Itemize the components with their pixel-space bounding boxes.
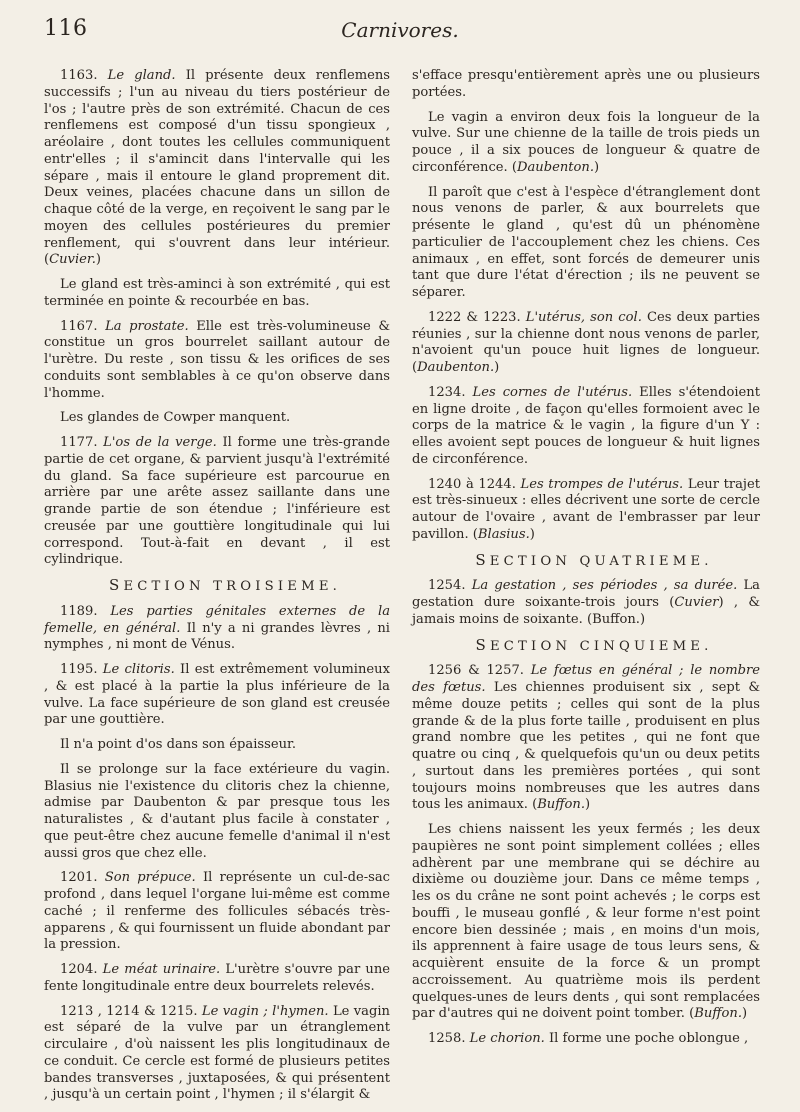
paragraph-text: Il forme une très-grande partie de cet organe, & parvient jusqu'à l'extrémité du gland. Sa face supérieure est parcourue en arrière par une arête assez saillante dans une grande partie de son étendue ; l'inférieure est creusée par une gouttière longitudinale qui lui correspond. Tout-à-fait en devant , il est cylindrique. <box>44 435 390 568</box>
citation: Daubenton. <box>417 360 495 375</box>
paragraph <box>412 68 760 102</box>
paragraph-text: Elles s'étendoient en ligne droite , de façon qu'elles formoient avec le corps de la matrice & le vagin , la figure d'un Y : elles avoient sept pouces de longueur & huit lignes de circonférence. <box>412 384 761 467</box>
citation: Blasius. <box>477 526 530 542</box>
paragraph-text: ) , & jamais moins de soixante. (Buffon.) <box>412 595 761 627</box>
paragraph-text: Les chiennes produisent six , sept & même douze petits ; celles qui sont de la plus grande & de la plus forte taille , produisent en plus grand nombre que les petites , qui ne font que quatre ou cinq , & quelquefois qu'un ou deux petits , surtout dans les premières portées , qui sont toujours moins nombreuses que les autres dans tous les animaux. ( <box>412 680 760 813</box>
paragraph-number: 1258. <box>428 1031 470 1046</box>
paragraph-text: Il représente un cul-de-sac profond , dans lequel l'organe lui-même est comme caché ; il renferme des follicules sébacés très-apparens , & qui fournissent un fluide abondant par la pression. <box>44 870 390 953</box>
paragraph <box>44 319 390 403</box>
paragraph <box>412 310 760 377</box>
section-heading <box>412 552 760 571</box>
paragraph-title: Son prépuce. <box>104 870 196 886</box>
paragraph-title: La gestation , ses périodes , sa durée. <box>471 578 738 594</box>
paragraph-text: Les glandes de Cowper manquent. <box>60 410 291 426</box>
citation: Cuvier <box>674 595 719 610</box>
paragraph-text: Les chiens naissent les yeux fermés ; les deux paupières ne sont point simplement collées ; elles adhèrent par une membrane qui se déchire au dixième ou douzième jour. Dans ce même temps , les os du crâne ne sont point achevés ; le corps est bouffi , le museau gonflé , & leur forme n'est point encore bien dessinée ; mais , en moins d'un mois, ils apprennent à faire usage de tous leurs sens, & acquièrent ensuite de la force & un prompt accroissement. Au quatrième mois ils perdent quelques-unes de leurs dents , qui sont remplacées par d'autres qui ne doivent point tomber. ( <box>412 822 760 1022</box>
paragraph-text: s'efface presqu'entièrement après une ou plusieurs portées. <box>412 68 760 100</box>
page-number: 116 <box>44 16 88 41</box>
section-heading <box>44 577 390 596</box>
paragraph-text: Il paroît que c'est à l'espèce d'étranglement dont nous venons de parler, & aux bourrelets que présente le gland , qu'est dû un phénomène particulier de l'accouplement chez les chiens. Ces animaux , en effet, sont forcés de demeurer unis tant que dure l'état d'érection ; ils ne peuvent se séparer. <box>412 184 760 300</box>
paragraph <box>412 477 760 544</box>
section-heading-initial: S <box>475 550 490 569</box>
paragraph-number: 1204. <box>60 962 103 977</box>
paragraph-text: ) <box>529 526 535 542</box>
paragraph-text: Il est extrêmement volumineux , & est placé à la partie la plus inférieure de la vulve. La face supérieure de son gland est creusée par une gouttière. <box>44 662 390 728</box>
paragraph-text: ) <box>585 797 591 813</box>
paragraph-title: La prostate. <box>105 318 189 334</box>
paragraph-text: L'urètre s'ouvre par une fente longitudinale entre deux bourrelets relevés. <box>44 962 390 994</box>
column-gutter <box>404 64 405 1054</box>
paragraph <box>412 578 760 628</box>
paragraph-title: Le gland. <box>107 68 176 83</box>
paragraph-title: Le méat urinaire. <box>102 962 221 977</box>
paragraph-text: ) <box>594 159 600 175</box>
paragraph-title: Le chorion. <box>469 1031 545 1046</box>
paragraph-text: ) <box>742 1006 748 1022</box>
paragraph <box>44 870 390 954</box>
paragraph-number: 1167. <box>60 318 106 334</box>
paragraph-title: Les parties génitales externes de la femelle, en général. <box>44 603 390 636</box>
paragraph <box>412 663 760 814</box>
paragraph-text: ) <box>494 360 500 375</box>
section-heading-text: ECTION TROISIEME. <box>123 579 342 594</box>
paragraph-number: 1177. <box>60 435 104 450</box>
section-heading <box>412 637 760 656</box>
paragraph-title: L'os de la verge. <box>103 435 217 450</box>
citation: Daubenton. <box>516 159 595 175</box>
paragraph-text: Elle est très-volumineuse & constitue un gros bourrelet saillant autour de l'urètre. Du reste , son tissu & les orifices de ses conduits sont semblables à ce qu'on observe dans l'homme. <box>44 318 390 401</box>
paragraph-number: 1201. <box>60 870 105 886</box>
paragraph-number: 1195. <box>60 662 103 677</box>
paragraph <box>44 277 390 311</box>
paragraph <box>44 737 390 754</box>
paragraph-text: Il n'a point d'os dans son épaisseur. <box>60 737 297 752</box>
paragraph-title: L'utérus, son col. <box>525 309 642 325</box>
paragraph-text: Il se prolonge sur la face extérieure du vagin. Blasius nie l'existence du clitoris chez la chienne, admise par Daubenton & par presque tous les naturalistes , & d'autant plus facile à constater , que peut-être chez aucune femelle d'animal il n'est aussi gros que chez elle. <box>44 761 390 861</box>
paragraph-text: Il forme une poche oblongue , <box>544 1031 749 1046</box>
paragraph <box>44 762 390 863</box>
paragraph-text: ) <box>95 252 101 268</box>
running-title: Carnivores. <box>341 18 459 42</box>
paragraph-text: Il n'y a ni grandes lèvres , ni nymphes , ni mont de Vénus. <box>44 620 390 653</box>
paragraph-text: Il présente deux renflemens successifs ; l'un au niveau du tiers postérieur de l'os ; l'autre près de son extrémité. Chacun de ces renflemens est composé d'un tissu spongieux , aréolaire , dont toutes les cellules communiquent entr'elles ; il s'amincit dans l'intervalle qui les sépare , mais il entoure le gland proprement dit. Deux veines, placées chacune dans un sillon de chaque côté de la verge, en reçoivent le sang par le moyen des cellules postérieures du premier renflement, qui s'ouvrent dans leur intérieur. ( <box>44 68 391 268</box>
paragraph-number: 1163. <box>60 68 108 83</box>
paragraph-text: Leur trajet est très-sinueux : elles décrivent une sorte de cercle autour de l'ovaire , avant de l'embrasser par leur pavillon. ( <box>412 476 760 542</box>
paragraph-title: Les cornes de l'utérus. <box>472 384 633 400</box>
citation: Buffon. <box>537 797 585 813</box>
paragraph <box>412 822 760 1023</box>
paragraph-title: Le vagin ; l'hymen. <box>201 1003 329 1019</box>
paragraph-number: 1256 & 1257. <box>428 663 531 679</box>
paragraph <box>44 1004 390 1105</box>
section-heading-initial: S <box>475 635 490 654</box>
paragraph-number: 1234. <box>428 384 473 400</box>
paragraph <box>412 385 760 469</box>
paragraph-number: 1189. <box>60 603 111 619</box>
paragraph <box>44 68 390 269</box>
paragraph <box>412 185 760 302</box>
paragraph-number: 1240 à 1244. <box>428 476 521 492</box>
paragraph-title: Le clitoris. <box>102 662 175 677</box>
paragraph-title: Les trompes de l'utérus. <box>520 476 684 492</box>
paragraph-title: Le fœtus en général ; le nombre des fœtus. <box>412 663 760 695</box>
paragraph-text: Le vagin a environ deux fois la longueur de la vulve. Sur une chienne de la taille de trois pieds un pouce , il a six pouces de longueur & quatre de circonférence. ( <box>412 109 760 175</box>
paragraph <box>44 410 390 427</box>
paragraph-number: 1254. <box>428 578 472 594</box>
paragraph-number: 1213 , 1214 & 1215. <box>60 1003 202 1019</box>
paragraph <box>412 1031 760 1048</box>
citation: Cuvier. <box>49 252 96 268</box>
paragraph <box>44 604 390 654</box>
section-heading-text: ECTION QUATRIEME. <box>489 553 713 569</box>
paragraph-text: La gestation dure soixante-trois jours ( <box>412 578 760 610</box>
paragraph <box>44 662 390 729</box>
section-heading-text: ECTION CINQUIEME. <box>489 638 713 654</box>
paragraph-text: Le gland est très-aminci à son extrémité , qui est terminée en pointe & recourbée en bas. <box>44 277 390 309</box>
section-heading-initial: S <box>108 576 124 594</box>
citation: Buffon. <box>694 1006 743 1022</box>
left-column <box>44 68 390 1112</box>
paragraph-text: Le vagin est séparé de la vulve par un étranglement circulaire , d'où naissent les plis longitudinaux de ce conduit. Ce cercle est formé de plusieurs petites bandes transverses , juxtaposées, & qui présentent , jusqu'à un certain point , l'hymen ; il s'élargit & <box>44 1003 390 1103</box>
paragraph <box>44 435 390 569</box>
paragraph <box>412 110 760 177</box>
paragraph-text: Ces deux parties réunies , sur la chienne dont nous venons de parler, n'avoient qu'un pouce huit lignes de longueur. ( <box>412 309 760 375</box>
paragraph-number: 1222 & 1223. <box>428 309 526 325</box>
right-column <box>412 68 760 1056</box>
paragraph <box>44 962 390 996</box>
page-header <box>44 14 756 44</box>
